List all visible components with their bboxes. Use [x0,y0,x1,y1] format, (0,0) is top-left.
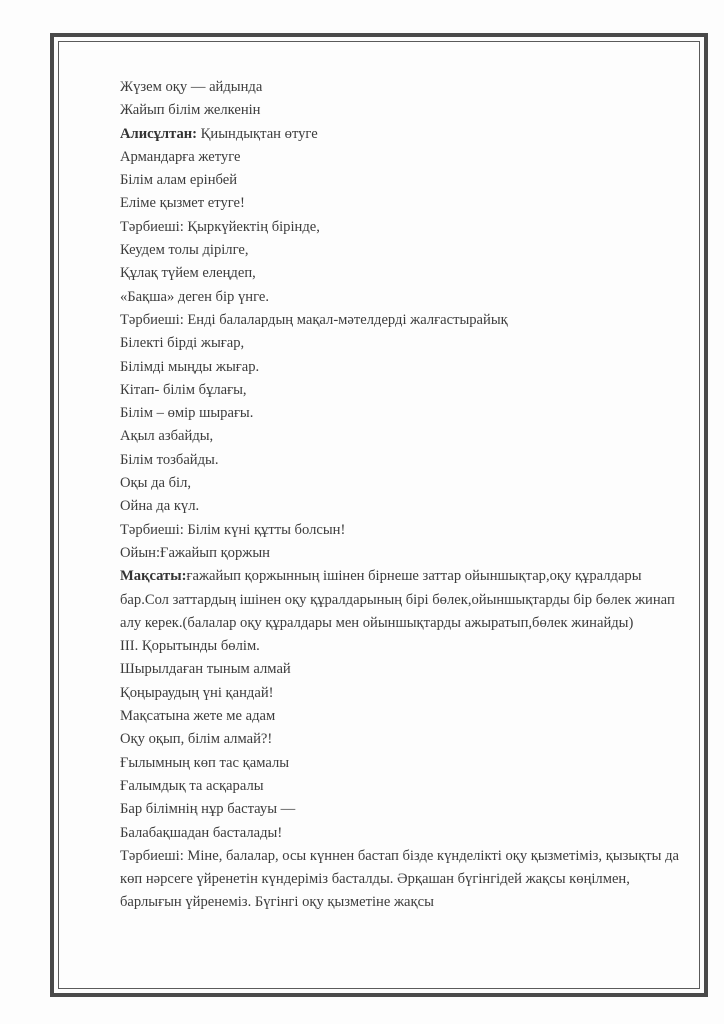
text-line: Білім тозбайды. [120,451,219,468]
text-line: Білім – өмір шырағы. [120,405,254,422]
section-heading: ІІІ. Қорытынды бөлім. [120,638,260,655]
text-line: Қоңыраудың үні қандай! [120,684,274,701]
text-line: Ойна да күл. [120,498,200,515]
text-line: Оқы да біл, [120,475,192,492]
text-line: Жайып білім желкенін [120,102,261,119]
text-line: Ғылымның көп тас қамалы [120,754,290,771]
text-line: Бар білімнің нұр бастауы — [120,801,296,818]
text-line: Кітап- білім бұлағы, [120,381,247,398]
text-line: Еліме қызмет етуге! [120,195,245,212]
text-line: Кеудем толы дірілге, [120,242,249,259]
text-line: Білімді мыңды жығар. [120,358,260,375]
text-line [120,123,686,146]
text-line: Білім алам ерінбей [120,172,238,189]
text-line: Ойын:Ғажайып қоржын [120,544,270,561]
text-line: «Бақша» деген бір үнге. [120,288,269,305]
text-line: Білекті бірді жығар, [120,335,245,352]
text-line: Мақсатына жете ме адам [120,708,276,725]
text-line: Тәрбиеші: Білім күні құтты болсын! [120,521,346,538]
text-line: Армандарға жетуге [120,148,241,165]
text-line: Шырылдаған тыным алмай [120,661,291,678]
text-line: Жүзем оқу — айдында [120,79,263,95]
text-line: Тәрбиеші: Енді балалардың мақал-мәтелдерді жалғастырайық [120,311,508,328]
goal-text: ғажайып қоржынның ішінен бірнеше заттар ойыншықтар,оқу құралдары бар.Сол заттардың ішінен оқу құралдарының бірі бөлек,ойыншықтарды бір бөлек жинап алу керек.(балалар оқу құралдары мен ойыншықтарды ажыратып,бөлек жинайды) [120,568,675,631]
document-body [120,76,686,915]
closing-paragraph: Тәрбиеші: Міне, балалар, осы күннен бастап бізде күнделікті оқу қызметіміз, қызықты да көп нәрсеге үйренетін күндеріміз басталды. Әрқашан бүгінгідей жақсы көңілмен, барлығын үйренеміз. Бүгінгі оқу қызметіне жақсы [120,847,680,911]
speaker-line-text: Қиындықтан өтуге [200,125,318,142]
text-line: Ақыл азбайды, [120,428,214,445]
text-line: Құлақ түйем елеңдеп, [120,265,256,282]
text-line: Балабақшадан басталады! [120,824,283,841]
text-line: Тәрбиеші: Қыркүйектің бірінде, [120,218,320,235]
speaker-label: Алисұлтан: [120,125,198,142]
text-line: Ғалымдық та асқаралы [120,777,264,794]
goal-paragraph [120,565,686,635]
text-line: Оқу оқып, білім алмай?! [120,731,273,748]
goal-label: Мақсаты: [120,568,187,585]
